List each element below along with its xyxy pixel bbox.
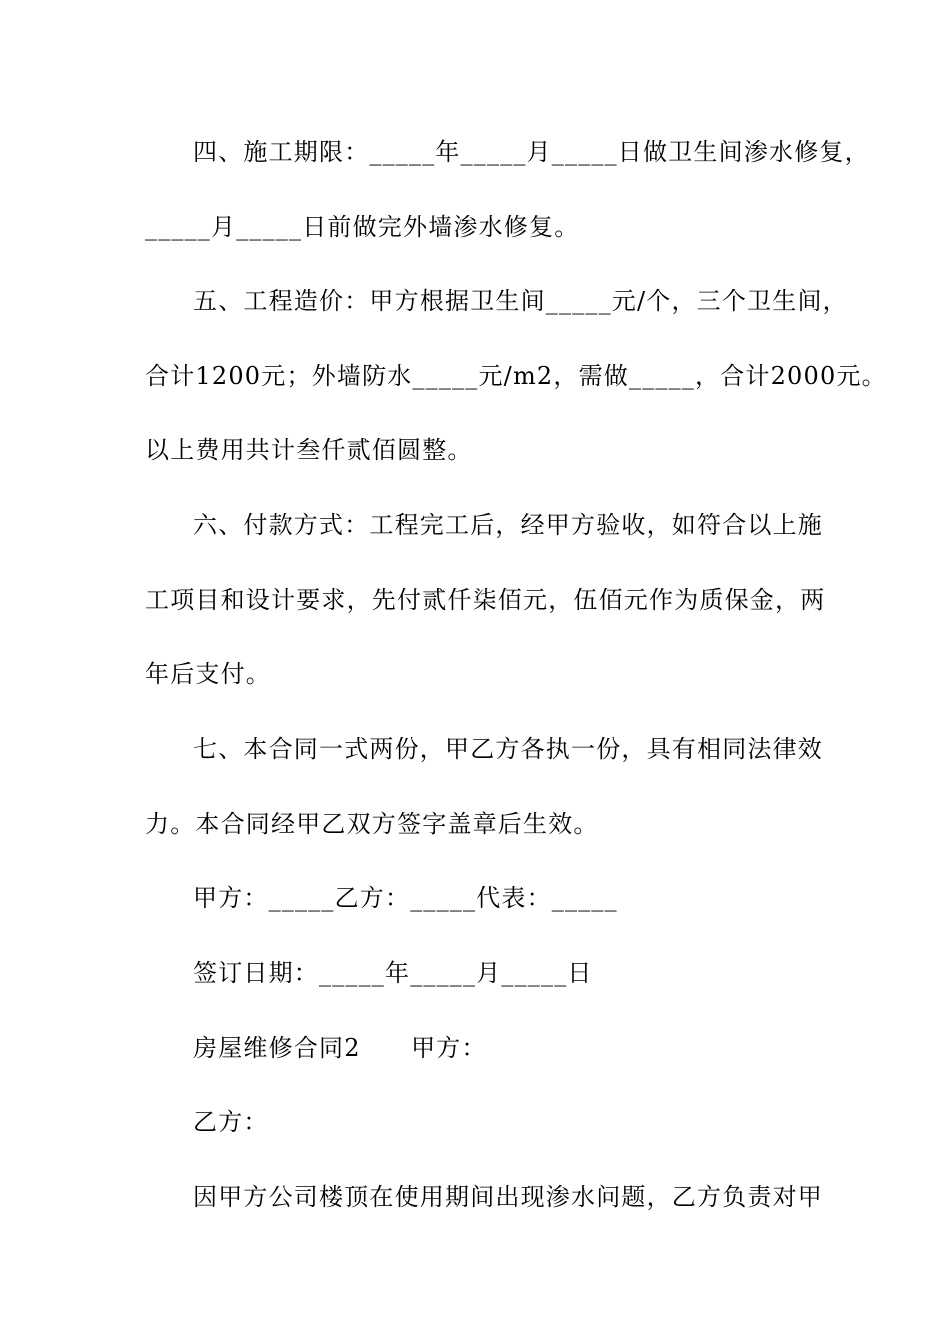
clause-7-line-2: 力。本合同经甲乙双方签字盖章后生效。 [145, 810, 599, 838]
clause-5-line-3: 以上费用共计叁仟贰佰圆整。 [145, 436, 473, 464]
signing-date-line: 签订日期：_____年_____月_____日 [193, 959, 593, 987]
contract-2-heading-line: 房屋维修合同2 甲方： [193, 1034, 487, 1062]
clause-6-line-3: 年后支付。 [145, 660, 271, 688]
party-b-line: 乙方： [193, 1108, 269, 1136]
clause-4-line-2: _____月_____日前做完外墙渗水修复。 [145, 213, 580, 241]
clause-7-line-1: 七、本合同一式两份，甲乙方各执一份，具有相同法律效 [193, 735, 823, 763]
clause-5-line-1: 五、工程造价：甲方根据卫生间_____元/个，三个卫生间， [193, 287, 848, 315]
clause-6-line-1: 六、付款方式：工程完工后，经甲方验收，如符合以上施 [193, 511, 823, 539]
clause-5-line-2: 合计1200元；外墙防水_____元/m2，需做_____，合计2000元。 [145, 362, 887, 390]
clause-4-line-1: 四、施工期限：_____年_____月_____日做卫生间渗水修复， [193, 138, 870, 166]
contract-2-intro-line: 因甲方公司楼顶在使用期间出现渗水问题，乙方负责对甲 [193, 1183, 823, 1211]
signature-parties-line: 甲方：_____乙方：_____代表：_____ [193, 884, 618, 912]
clause-6-line-2: 工项目和设计要求，先付贰仟柒佰元，伍佰元作为质保金，两 [145, 586, 826, 614]
